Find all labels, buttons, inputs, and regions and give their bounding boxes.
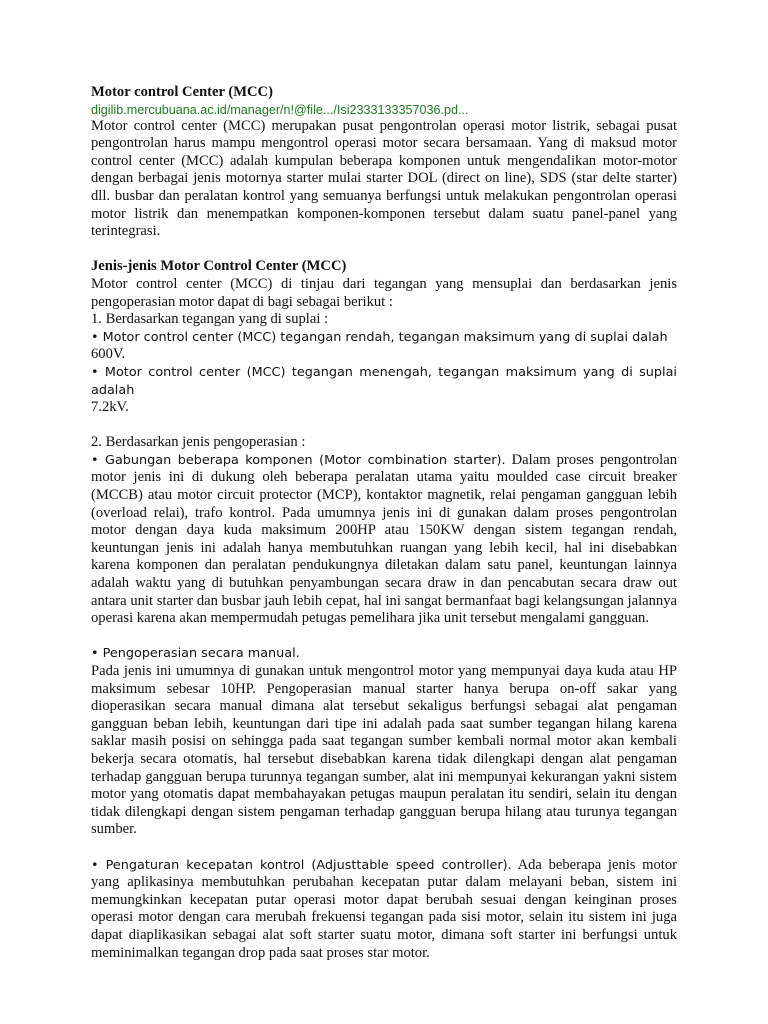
bullet-combination-lead: • Gabungan beberapa komponen (Motor combination starter). — [91, 452, 506, 468]
bullet-speed-controller — [91, 857, 677, 963]
paragraph-gap — [91, 417, 677, 435]
bullet-manual-body: Pada jenis ini umumnya di gunakan untuk mengontrol motor yang mempunyai daya kuda atau HP maksimum sebesar 10HP. Pengoperasian manual starter hanya berupa on-off sakar yang dioperasikan secara manual dimana alat tersebut sekaligus berfungsi sebagai alat pengaman gangguan beban lebih, keuntungan dari tipe ini adalah pada saat sumber tegangan hilang karena saklar masih posisi on sehingga pada saat tegangan sumber kembali normal motor akan kembali bekerja secara otomatis, hal tersebut disebabkan karena tidak dilengkapi dengan alat pengaman terhadap gangguan berupa turunnya tegangan sumber, alat ini mempunyai kekurangan yakni sistem motor yang otomatis dapat membahayakan petugas maupun peralatan itu sendiri, selain itu dengan tidak dilengkapi dengan sistem pengaman terhadap gangguan berupa hilang atau turunya tegangan sumber. — [91, 663, 677, 838]
bullet-medium-voltage — [91, 364, 677, 417]
bullet-combination-body: Dalam proses pengontrolan motor jenis ini di dukung oleh beberapa peralatan utama yaitu moulded case circuit breaker (MCCB) atau motor circuit protector (MCP), kontaktor magnetik, relai pengaman gangguan lebih (overload relai), trafo kontrol. Pada umumnya jenis ini di gunakan dalam proses pengontrolan motor dengan daya kuda maksimum 200HP atau 150KW dengan sistem tegangan rendah, keuntungan jenis ini adalah hanya membutuhkan ruangan yang lebih kecil, hal ini disebabkan karena komponen dan peralatan pendukungnya diletakan dalam satu panel, keuntungan lainnya adalah waktu yang di butuhkan penyambungan secara draw in dan pencabutan secara draw out antara unit starter dan busbar jauh lebih cepat, hal ini sangat bermanfaat bagi kelangsungan jalannya operasi karena akan mempermudah petugas pemelihara jika unit tersebut mengalami gangguan. — [91, 451, 678, 627]
mcc-definition-paragraph: Motor control center (MCC) merupakan pusat pengontrolan operasi motor listrik, sebagai pusat pengontrolan harus mampu mengontrol operasi motor secara bersamaan. Yang di maksud motor control center (MCC) adalah kumpulan beberapa komponen untuk mengendalikan motor-motor dengan berbagai jenis motornya starter mulai starter DOL (direct on line), SDS (star delte starter) dll. busbar dan peralatan kontrol yang semuanya berfungsi untuk melakukan pengontrolan operasi motor listrik dan menempatkan komponen-komponen tersebut dalam suatu panel-panel yang terintegrasi. — [91, 117, 677, 240]
paragraph-gap — [91, 628, 677, 646]
bullet-low-voltage — [91, 329, 677, 364]
section-title-jenis: Jenis-jenis Motor Control Center (MCC) — [91, 258, 347, 275]
source-link[interactable]: digilib.mercubuana.ac.id/manager/n!@file.../Isi2333133357036.pd... — [91, 102, 469, 117]
bullet-low-voltage-lead: • Motor control center (MCC) tegangan rendah, tegangan maksimum yang di suplai dalah — [91, 329, 668, 345]
paragraph-gap — [91, 241, 677, 259]
section-title-mcc: Motor control Center (MCC) — [91, 84, 273, 100]
document-page — [91, 84, 677, 962]
list-heading-voltage: 1. Berdasarkan tegangan yang di suplai : — [91, 311, 329, 328]
list-heading-operation: 2. Berdasarkan jenis pengoperasian : — [91, 434, 306, 451]
bullet-speed-body: Ada beberapa jenis motor yang aplikasinya membutuhkan perubahan kecepatan putar dalam melayani beban, sistem ini memungkinkan kecepatan putar operasi motor dapat berubah sesuai dengan keinginan proses operasi motor dengan cara merubah frekuensi tegangan pada sisi motor, selain itu sistem ini juga dapat diaplikasikan sebagai alat soft starter suatu motor, dimana soft starter ini berfungsi untuk meminimalkan tegangan drop pada saat proses star motor. — [91, 856, 677, 961]
bullet-medium-voltage-tail: 7.2kV. — [91, 399, 129, 416]
bullet-medium-voltage-lead: • Motor control center (MCC) tegangan menengah, tegangan maksimum yang di suplai adalah — [91, 364, 677, 398]
bullet-combination-starter — [91, 452, 677, 628]
bullet-manual-heading: • Pengoperasian secara manual. — [91, 646, 300, 662]
paragraph-gap — [91, 839, 677, 857]
bullet-low-voltage-tail: 600V. — [91, 346, 126, 363]
bullet-speed-lead: • Pengaturan kecepatan kontrol (Adjusttable speed controller). — [91, 857, 512, 873]
jenis-intro-paragraph: Motor control center (MCC) di tinjau dari tegangan yang mensuplai dan berdasarkan jenis pengoperasian motor dapat di bagi sebagai berikut : — [91, 275, 677, 310]
